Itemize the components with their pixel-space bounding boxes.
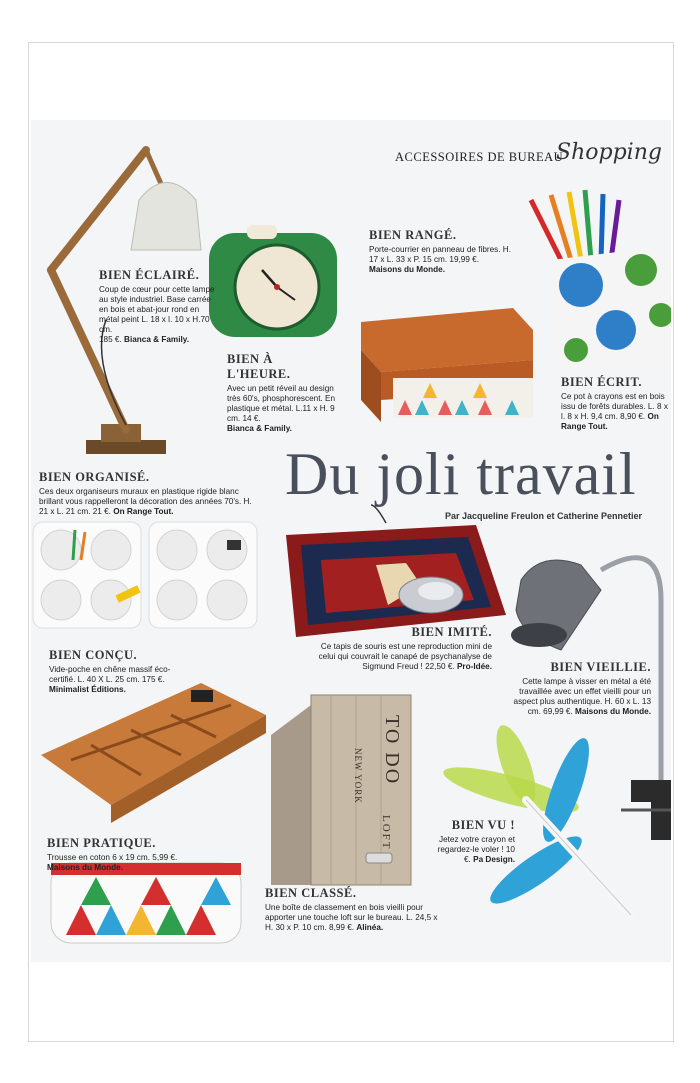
item-description: Avec un petit réveil au design très 60's, phosphorescent. En plastique et métal. L.11 x H. 9 cm. 14 €. — [227, 384, 336, 423]
item-bien-vu — [431, 818, 515, 865]
item-heading: BIEN VIEILLIE. — [550, 660, 651, 674]
item-bien-imite — [307, 625, 492, 672]
file-box-label-newyork: NEW YORK — [353, 748, 363, 804]
item-brand: Bianca & Family. — [124, 335, 189, 344]
item-brand: Bianca & Family. — [227, 424, 292, 433]
item-description: Porte-courrier en panneau de fibres. H. 17 x L. 33 x P. 15 cm. 19,99 €. — [369, 245, 511, 264]
item-brand: Minimalist Éditions. — [49, 685, 126, 694]
item-description: Vide-poche en chêne massif éco-certifié. L. 40 X L. 25 cm. 175 €. — [49, 665, 171, 684]
item-description: Ce pot à crayons est en bois issu de forêts durables. L. 8 x l. 8 x H. 9,4 cm. 8,90 €. — [561, 392, 668, 421]
file-box-label-loft: LOFT — [380, 815, 392, 851]
item-bien-ecrit — [561, 375, 671, 432]
item-price: 185 €. — [99, 335, 122, 344]
item-brand: Alinéa. — [356, 923, 384, 932]
alarm-clock-image — [207, 225, 342, 345]
item-brand: Maisons du Monde. — [47, 863, 123, 872]
item-description: Coup de cœur pour cette lampe au style industriel. Base carrée en bois et abat-jour rond en métal peint L. 18 x l. 10 x H.70 cm. — [99, 285, 215, 334]
item-heading: BIEN ORGANISÉ. — [39, 470, 150, 484]
file-box-label-todo: TO DO — [381, 715, 403, 786]
item-bien-classe — [265, 886, 440, 933]
item-heading: BIEN À L'HEURE. — [227, 352, 291, 381]
item-description: Ces deux organiseurs muraux en plastique rigide blanc brillant vous rappelleront la décoration des années 70's. H. 21 x L. 21 cm. 21 €. — [39, 487, 252, 516]
item-description: Jetez votre crayon et regardez-le voler ! 10 €. — [437, 835, 515, 864]
article-byline: Par Jacqueline Freulon et Catherine Pennetier — [445, 511, 643, 521]
item-bien-organise — [39, 470, 259, 517]
item-heading: BIEN PRATIQUE. — [47, 836, 156, 850]
item-heading: BIEN CLASSÉ. — [265, 886, 357, 900]
magazine-page — [31, 120, 671, 962]
item-bien-a-l-heure — [227, 352, 339, 434]
item-description: Cette lampe à visser en métal a été travaillée avec un effet vieilli pour un aspect plus authentique. H. 60 x L. 13 cm. 69,99 €. — [513, 677, 651, 716]
item-brand: On Range Tout. — [561, 412, 659, 431]
item-bien-range — [369, 228, 519, 275]
valet-tray-image — [31, 675, 271, 825]
item-bien-eclaire — [99, 268, 221, 345]
item-heading: BIEN VU ! — [451, 818, 515, 832]
item-brand: Pro-Idée. — [456, 662, 492, 671]
item-brand: Pa Design. — [473, 855, 515, 864]
article-title: Du joli travail — [285, 441, 637, 507]
item-heading: BIEN CONÇU. — [49, 648, 138, 662]
item-description: Trousse en coton 6 x 19 cm. 5,99 €. — [47, 853, 178, 862]
pencil-pot-image — [521, 190, 671, 380]
item-brand: Maisons du Monde. — [575, 707, 651, 716]
section-header: ACCESSOIRES DE BUREAU — [395, 150, 564, 164]
item-brand: On Range Tout. — [113, 507, 174, 516]
item-bien-pratique — [47, 836, 227, 873]
wall-organizers-image — [31, 520, 261, 640]
item-description: Une boîte de classement en bois vieilli pour apporter une touche loft sur le bureau. L. 24,5 x H. 30 x P. 10 cm. 8,99 €. — [265, 903, 438, 932]
item-heading: BIEN IMITÉ. — [411, 625, 492, 639]
item-description: Ce tapis de souris est une reproduction mini de celui qui couvrait le canapé de psychanalyse de Sigmund Freud ! 22,50 €. — [318, 642, 492, 671]
item-bien-vieillie — [509, 660, 651, 717]
item-brand: Maisons du Monde. — [369, 265, 445, 274]
item-heading: BIEN ÉCLAIRÉ. — [99, 268, 200, 282]
item-heading: BIEN RANGÉ. — [369, 228, 457, 242]
item-bien-concu — [49, 648, 177, 695]
category-header: Shopping — [556, 140, 662, 165]
item-heading: BIEN ÉCRIT. — [561, 375, 642, 389]
desk-organizer-image — [353, 300, 538, 425]
